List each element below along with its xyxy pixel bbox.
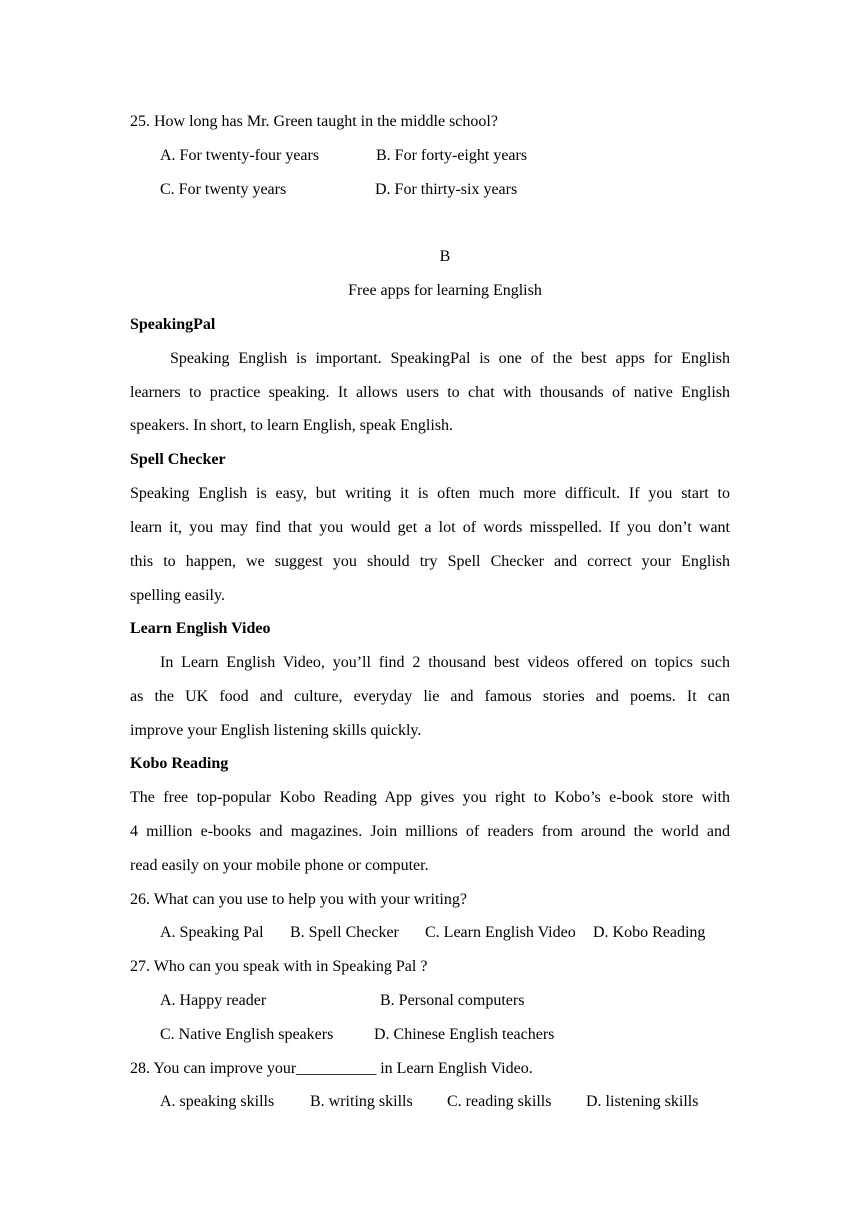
q27-option-a: A. Happy reader xyxy=(160,992,267,1009)
q25-option-a: A. For twenty-four years xyxy=(160,147,320,164)
section-letter: B xyxy=(439,248,451,265)
q27-option-d: D. Chinese English teachers xyxy=(374,1026,555,1043)
q26-option-a: A. Speaking Pal xyxy=(160,924,264,941)
learn-video-line-1: In Learn English Video, you’ll find 2 thousand best videos offered on topics such xyxy=(160,654,730,671)
q27-option-c: C. Native English speakers xyxy=(160,1026,334,1043)
app-heading-learn-english-video: Learn English Video xyxy=(130,620,271,637)
question-25: 25. How long has Mr. Green taught in the middle school? xyxy=(130,113,498,130)
kobo-line-2: 4 million e-books and magazines. Join millions of readers from around the world and xyxy=(130,823,730,840)
q28-option-a: A. speaking skills xyxy=(160,1093,275,1110)
learn-video-line-3: improve your English listening skills quickly. xyxy=(130,722,422,739)
app-heading-spell-checker: Spell Checker xyxy=(130,451,226,468)
q28-option-d: D. listening skills xyxy=(586,1093,699,1110)
question-28: 28. You can improve your__________ in Learn English Video. xyxy=(130,1060,533,1077)
kobo-line-3: read easily on your mobile phone or computer. xyxy=(130,857,429,874)
kobo-line-1: The free top-popular Kobo Reading App gives you right to Kobo’s e-book store with xyxy=(130,789,730,806)
section-title: Free apps for learning English xyxy=(348,282,542,299)
q25-option-b: B. For forty-eight years xyxy=(376,147,528,164)
spell-checker-line-1: Speaking English is easy, but writing it is often much more difficult. If you start to xyxy=(130,485,730,502)
q26-option-c: C. Learn English Video xyxy=(425,924,576,941)
question-26: 26. What can you use to help you with your writing? xyxy=(130,891,467,908)
app-heading-kobo-reading: Kobo Reading xyxy=(130,755,229,772)
spell-checker-line-2: learn it, you may find that you would get a lot of words misspelled. If you don’t want xyxy=(130,519,730,536)
q27-option-b: B. Personal computers xyxy=(380,992,525,1009)
app-heading-speakingpal: SpeakingPal xyxy=(130,316,216,333)
speakingpal-line-3: speakers. In short, to learn English, speak English. xyxy=(130,417,454,434)
speakingpal-line-2: learners to practice speaking. It allows users to chat with thousands of native English xyxy=(130,384,730,401)
q28-option-b: B. writing skills xyxy=(310,1093,413,1110)
spell-checker-line-3: this to happen, we suggest you should try Spell Checker and correct your English xyxy=(130,553,730,570)
q26-option-d: D. Kobo Reading xyxy=(593,924,706,941)
q25-option-d: D. For thirty-six years xyxy=(375,181,518,198)
learn-video-line-2: as the UK food and culture, everyday lie and famous stories and poems. It can xyxy=(130,688,730,705)
q28-option-c: C. reading skills xyxy=(447,1093,552,1110)
q25-option-c: C. For twenty years xyxy=(160,181,287,198)
question-27: 27. Who can you speak with in Speaking Pal ? xyxy=(130,958,428,975)
speakingpal-line-1: Speaking English is important. SpeakingPal is one of the best apps for English xyxy=(170,350,730,367)
spell-checker-line-4: spelling easily. xyxy=(130,587,225,604)
q26-option-b: B. Spell Checker xyxy=(290,924,399,941)
